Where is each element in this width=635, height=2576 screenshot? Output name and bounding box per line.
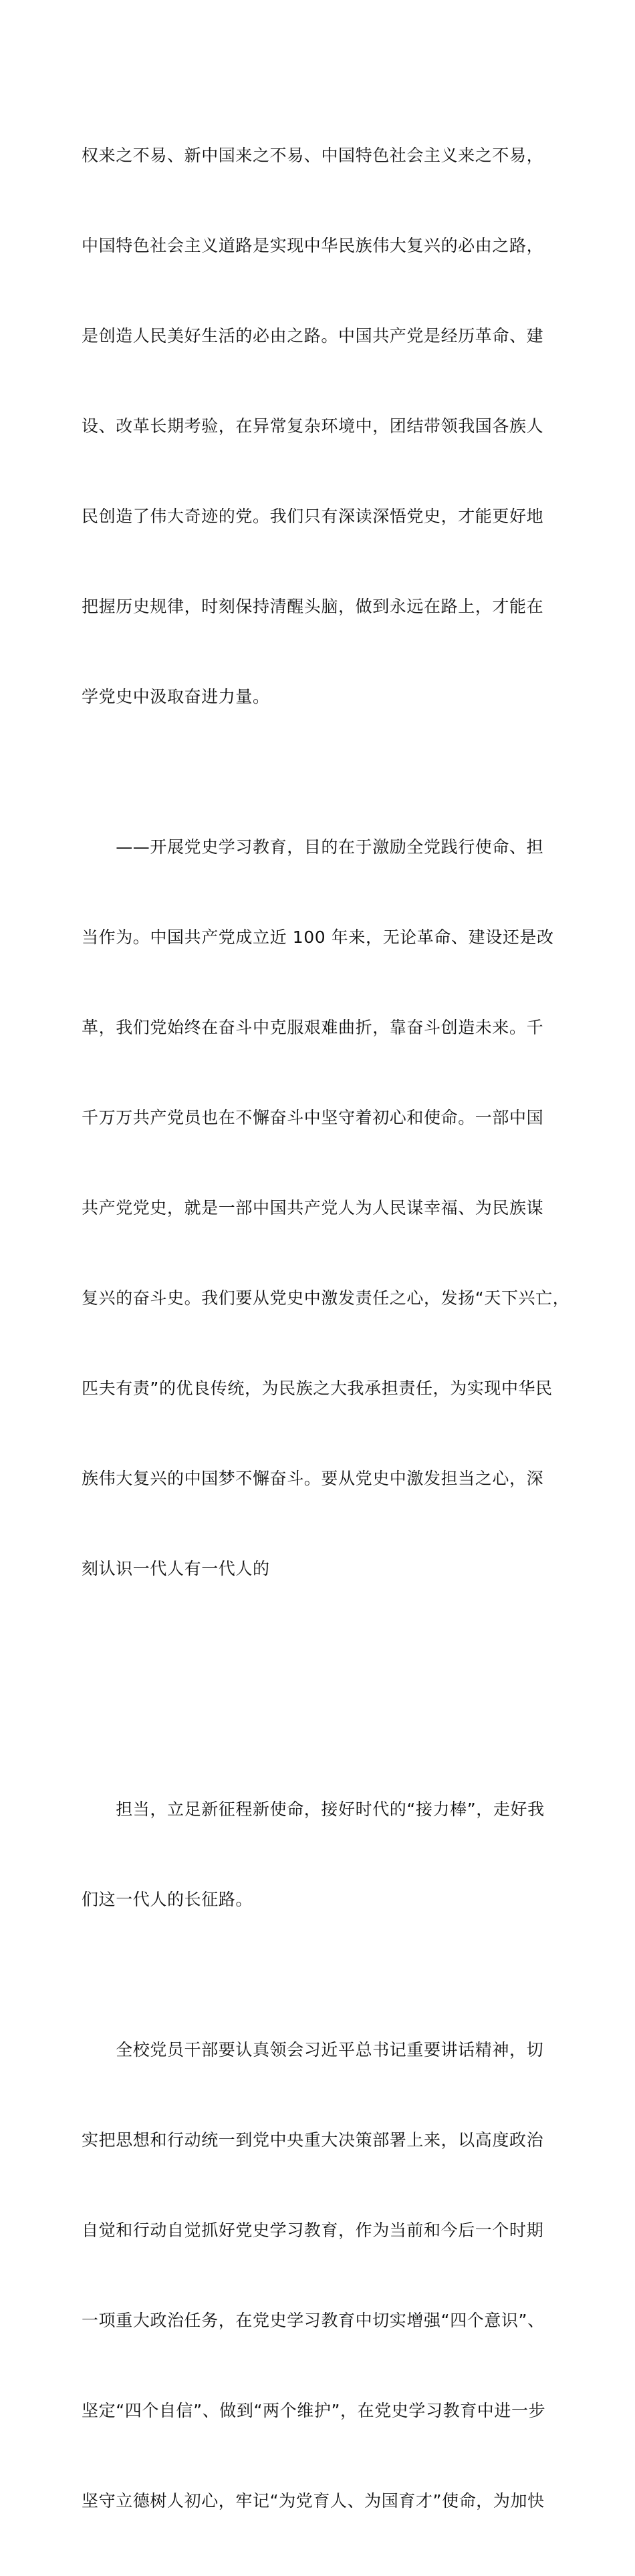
text-line: 当作为。中国共产党成立近 100 年来，无论革命、建设还是改 [82,927,554,947]
text-line: 把握历史规律，时刻保持清醒头脑，做到永远在路上，才能在 [82,597,544,616]
text-line: 自觉和行动自觉抓好党史学习教育，作为当前和今后一个时期 [82,2221,544,2240]
text-line: 担当，立足新征程新使命，接好时代的“接力棒”，走好我 [82,1800,545,1819]
text-line: 民创造了伟大奇迹的党。我们只有深读深悟党史，才能更好地 [82,507,544,526]
paragraph-1 [82,80,563,772]
text-line: 中国特色社会主义道路是实现中华民族伟大复兴的必由之路， [82,236,544,255]
text-line [82,1644,563,1674]
text-line: 革，我们党始终在奋斗中克服艰难曲折，靠奋斗创造未来。千 [82,1018,544,1037]
paragraph-3 [82,1734,563,1975]
text-line: 实把思想和行动统一到党中央重大决策部署上来，以高度政治 [82,2130,544,2150]
text-line: 坚守立德树人初心，牢记“为党育人、为国育才”使命，为加快 [82,2491,545,2511]
text-line: 共产党党史，就是一部中国共产党人为人民谋幸福、为民族谋 [82,1198,544,1218]
text-line: 千万万共产党员也在不懈奋斗中坚守着初心和使命。一部中国 [82,1108,544,1127]
text-line: 刻认识一代人有一代人的 [82,1559,270,1578]
text-line: 一项重大政治任务，在党史学习教育中切实增强“四个意识”、 [82,2311,545,2330]
text-line: ——开展党史学习教育，目的在于激励全党践行使命、担 [82,837,544,857]
text-line: 坚定“四个自信”、做到“两个维护”，在党史学习教育中进一步 [82,2401,546,2420]
document-body [82,80,570,2576]
text-line: 学党史中汲取奋进力量。 [82,687,270,706]
text-line: 是创造人民美好生活的必由之路。中国共产党是经历革命、建 [82,326,544,345]
text-line: 设、改革长期考验，在异常复杂环境中，团结带领我国各族人 [82,416,544,436]
text-line: 匹夫有责”的优良传统，为民族之大我承担责任，为实现中华民 [82,1379,553,1398]
text-line: 族伟大复兴的中国梦不懈奋斗。要从党史中激发担当之心，深 [82,1469,544,1488]
paragraph-4 [82,1975,563,2576]
text-line: 全校党员干部要认真领会习近平总书记重要讲话精神，切 [82,2040,544,2059]
text-line: 权来之不易、新中国来之不易、中国特色社会主义来之不易， [82,146,544,165]
text-line: 们这一代人的长征路。 [82,1890,253,1909]
text-line: 复兴的奋斗史。我们要从党史中激发责任之心，发扬“天下兴亡， [82,1288,570,1308]
paragraph-2 [82,772,570,1734]
